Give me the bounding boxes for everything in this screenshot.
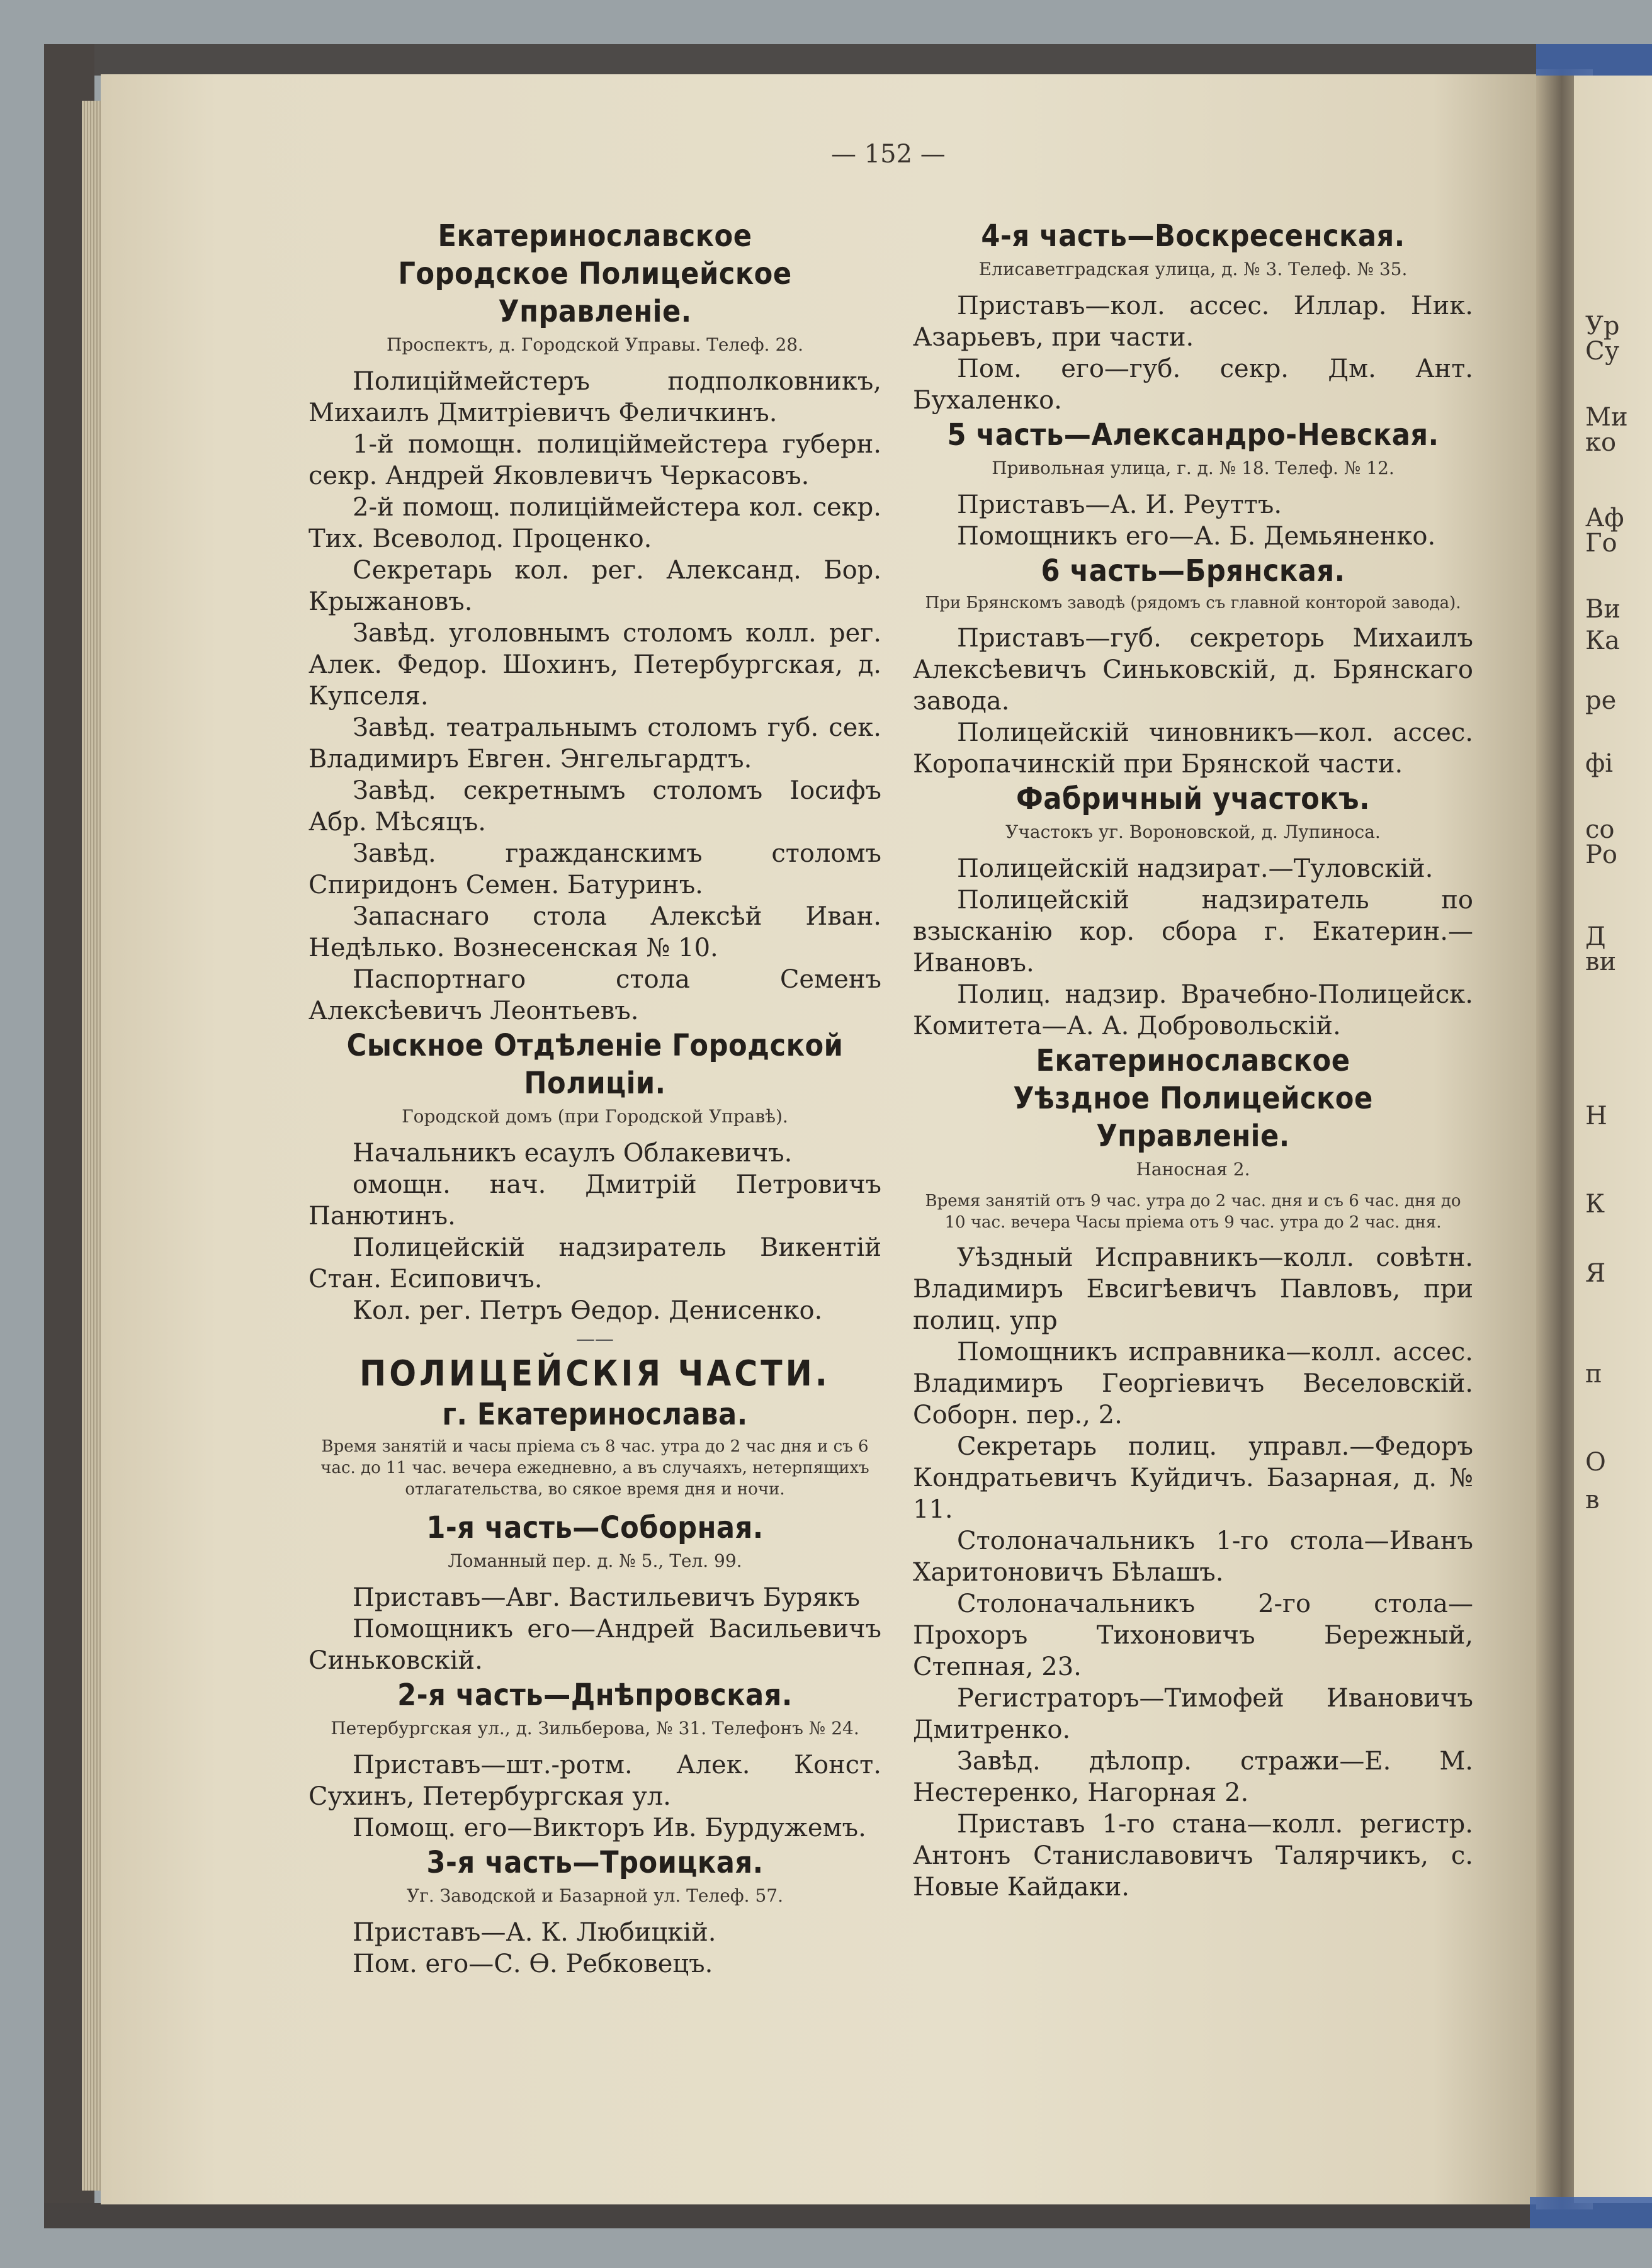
- next-page-fragment: О: [1585, 1448, 1606, 1477]
- entry-paragraph: Полицейскій надзиратель по взысканію кор. сбора г. Екатерин.—Ивановъ.: [913, 886, 1473, 978]
- next-page-fragment: Аф: [1585, 504, 1624, 533]
- next-page-fragment: Н: [1585, 1102, 1607, 1131]
- entry-paragraph: Завѣд. уголовнымъ столомъ колл. рег. Алек. Федор. Шохинъ, Петербургская, д. Купселя.: [308, 619, 881, 711]
- page-number: — 152 —: [831, 140, 946, 169]
- entry-paragraph: Полиц. надзир. Врачебно-Полицейск. Комитета—А. А. Добровольскій.: [913, 980, 1473, 1041]
- address-line: Время занятій отъ 9 час. утра до 2 час. дня и съ 6 час. дня до 10 час. вечера Часы пріема отъ 9 час. утра до 2 час. дня.: [925, 1192, 1461, 1232]
- section-heading: г. Екатеринослава.: [442, 1397, 748, 1432]
- next-page-fragment: Го: [1585, 529, 1617, 558]
- next-page-fragment: Ми: [1585, 403, 1628, 432]
- entry-paragraph: Приставъ—губ. секреторь Михаилъ Алексѣевичъ Синьковскій, д. Брянскаго завода.: [913, 624, 1473, 716]
- entry-paragraph: Секретарь кол. рег. Александ. Бор. Крыжановъ.: [308, 556, 881, 616]
- entry-paragraph: Начальникъ есаулъ Облакевичъ.: [353, 1139, 793, 1168]
- entry-paragraph: Помощ. его—Викторъ Ив. Бурдужемъ.: [353, 1814, 866, 1842]
- section-heading: 6 часть—Брянская.: [1041, 553, 1345, 589]
- entry-paragraph: Столоначальникъ 2-го стола—Прохоръ Тихоновичъ Бережный, Степная, 23.: [913, 1589, 1473, 1681]
- section-heading: Фабричный участокъ.: [1016, 781, 1370, 816]
- section-heading: 4-я часть—Воскресенская.: [981, 218, 1405, 254]
- address-line: Уг. Заводской и Базарной ул. Телеф. 57.: [406, 1885, 784, 1906]
- entry-paragraph: Приставъ—кол. ассес. Иллар. Ник. Азарьевъ, при части.: [913, 291, 1473, 352]
- address-line: Петербургская ул., д. Зильберова, № 31. Телефонъ № 24.: [331, 1718, 859, 1739]
- entry-paragraph: Пом. его—С. Ө. Ребковецъ.: [353, 1949, 713, 1978]
- blue-tape-bottom: [1530, 2197, 1652, 2228]
- entry-paragraph: Полиціймейстеръ подполковникъ, Михаилъ Дмитріевичъ Феличкинъ.: [308, 367, 881, 427]
- next-page-fragment: ви: [1585, 947, 1617, 976]
- entry-paragraph: Регистраторъ—Тимофей Ивановичъ Дмитренко.: [913, 1684, 1473, 1744]
- address-line: Ломанный пер. д. № 5., Тел. 99.: [448, 1550, 742, 1571]
- left-column: [308, 217, 881, 1980]
- entry-paragraph: Приставъ—А. И. Реуттъ.: [957, 490, 1282, 519]
- next-page-fragment: К: [1585, 1190, 1605, 1219]
- section-heading: Екатеринославское: [438, 218, 752, 254]
- next-page-fragment: Ка: [1585, 626, 1620, 655]
- section-heading: Уѣздное Полицейское Управленіе.: [1013, 1081, 1373, 1154]
- address-line: Проспектъ, д. Городской Управы. Телеф. 28.: [387, 334, 803, 355]
- entry-paragraph: 1-й помощн. полиціймейстера губерн. секр. Андрей Яковлевичъ Черкасовъ.: [308, 430, 881, 490]
- next-page-fragment: Д: [1585, 922, 1606, 951]
- next-page-fragment: Я: [1585, 1259, 1606, 1288]
- entry-paragraph: Паспортнаго стола Семенъ Алексѣевичъ Леонтьевъ.: [308, 965, 881, 1025]
- address-line: Наносная 2.: [1136, 1159, 1250, 1180]
- next-page-fragment: ко: [1585, 428, 1617, 457]
- entry-paragraph: Помощникъ его—А. Б. Демьяненко.: [957, 522, 1436, 551]
- section-heading: ПОЛИЦЕЙСКІЯ ЧАСТИ.: [359, 1353, 830, 1394]
- book-cover-bottom: [44, 2203, 1652, 2228]
- address-line: Привольная улица, г. д. № 18. Телеф. № 12.: [992, 458, 1395, 478]
- entry-paragraph: Полицейскій надзират.—Туловскій.: [957, 854, 1434, 883]
- entry-paragraph: Полицейскій чиновникъ—кол. ассес. Коропачинскій при Брянской части.: [913, 718, 1473, 779]
- entry-paragraph: Помощникъ исправника—колл. ассес. Владимиръ Георгіевичъ Веселовскій. Соборн. пер., 2.: [913, 1338, 1473, 1430]
- address-line: При Брянскомъ заводѣ (рядомъ съ главной конторой завода).: [925, 594, 1461, 612]
- address-line: Елисаветградская улица, д. № 3. Телеф. № 35.: [978, 259, 1408, 279]
- next-page-fragment: в: [1585, 1486, 1600, 1515]
- entry-paragraph: Полицейскій надзиратель Викентій Стан. Есиповичъ.: [308, 1233, 881, 1294]
- address-line: Участокъ уг. Вороновской, д. Лупиноса.: [1005, 821, 1381, 842]
- book-cover-top: [44, 44, 1652, 76]
- right-column: [913, 217, 1473, 1903]
- address-line: Городской домъ (при Городской Управѣ).: [402, 1106, 788, 1127]
- section-heading: Сыскное Отдѣленіе Городской Полиціи.: [346, 1028, 844, 1101]
- section-heading: Екатеринославское: [1036, 1043, 1350, 1078]
- entry-paragraph: Завѣд. гражданскимъ столомъ Спиридонъ Семен. Батуринъ.: [308, 839, 881, 900]
- section-heading: 5 часть—Александро-Невская.: [947, 417, 1439, 453]
- next-page-fragment: со: [1585, 815, 1615, 844]
- section-heading: Городское Полицейское Управленіе.: [398, 256, 792, 329]
- entry-paragraph: Приставъ—А. К. Любицкій.: [353, 1918, 716, 1947]
- entry-paragraph: Завѣд. секретнымъ столомъ Іосифъ Абр. Мѣсяцъ.: [308, 776, 881, 837]
- blue-tape-top: [1536, 44, 1652, 76]
- next-page-fragment: п: [1585, 1360, 1602, 1389]
- entry-paragraph: Секретарь полиц. управл.—Федоръ Кондратьевичъ Куйдичъ. Базарная, д. № 11.: [913, 1432, 1473, 1524]
- address-line: Время занятій и часы пріема съ 8 час. утра до 2 час дня и съ 6 час. до 11 час. вечера ежедневно, а въ случаяхъ, нетерпящихъ отлагательства, во сякое время дня и ночи.: [320, 1437, 869, 1499]
- section-heading: 2-я часть—Днѣпровская.: [397, 1678, 793, 1713]
- entry-paragraph: Приставъ—шт.-ротм. Алек. Конст. Сухинъ, Петербургская ул.: [308, 1751, 881, 1811]
- entry-paragraph: 2-й помощ. полиціймейстера кол. секр. Тих. Всеволод. Проценко.: [308, 493, 881, 553]
- entry-paragraph: Кол. рег. Петръ Өедор. Денисенко.: [353, 1296, 823, 1325]
- next-page-edge: [1574, 76, 1652, 2203]
- entry-paragraph: Столоначальникъ 1-го стола—Иванъ Харитоновичъ Бѣлашъ.: [913, 1526, 1473, 1587]
- entry-paragraph: Завѣд. дѣлопр. стражи—Е. М. Нестеренко, Нагорная 2.: [913, 1747, 1473, 1807]
- entry-paragraph: Приставъ 1-го стана—колл. регистр. Антонъ Станиславовичъ Талярчикъ, с. Новые Кайдаки.: [913, 1810, 1473, 1902]
- entry-paragraph: Завѣд. театральнымъ столомъ губ. сек. Владимиръ Евген. Энгельгардтъ.: [308, 713, 881, 774]
- section-heading: 3-я часть—Троицкая.: [426, 1845, 764, 1880]
- next-page-fragment: Су: [1585, 337, 1620, 366]
- next-page-fragment: ре: [1585, 686, 1617, 715]
- next-page-fragment: фі: [1585, 749, 1614, 778]
- entry-paragraph: омощн. нач. Дмитрій Петровичъ Панютинъ.: [308, 1170, 881, 1231]
- entry-paragraph: Помощникъ его—Андрей Васильевичъ Синьковскій.: [308, 1615, 881, 1675]
- next-page-fragment: Ро: [1585, 840, 1617, 869]
- entry-paragraph: Пом. его—губ. секр. Дм. Ант. Бухаленко.: [913, 354, 1473, 415]
- section-heading: 1-я часть—Соборная.: [426, 1510, 764, 1545]
- entry-paragraph: Запаснаго стола Алексѣй Иван. Недѣлько. Вознесенская № 10.: [308, 902, 881, 962]
- next-page-fragment: Ур: [1585, 312, 1620, 341]
- entry-paragraph: Приставъ—Авг. Вастильевичъ Бурякъ: [353, 1583, 860, 1612]
- next-page-fragment: Ви: [1585, 595, 1621, 624]
- separator: ——: [576, 1328, 614, 1350]
- entry-paragraph: Уѣздный Исправникъ—колл. совѣтн. Владимиръ Евсигѣевичъ Павловъ, при полиц. упр: [913, 1243, 1473, 1335]
